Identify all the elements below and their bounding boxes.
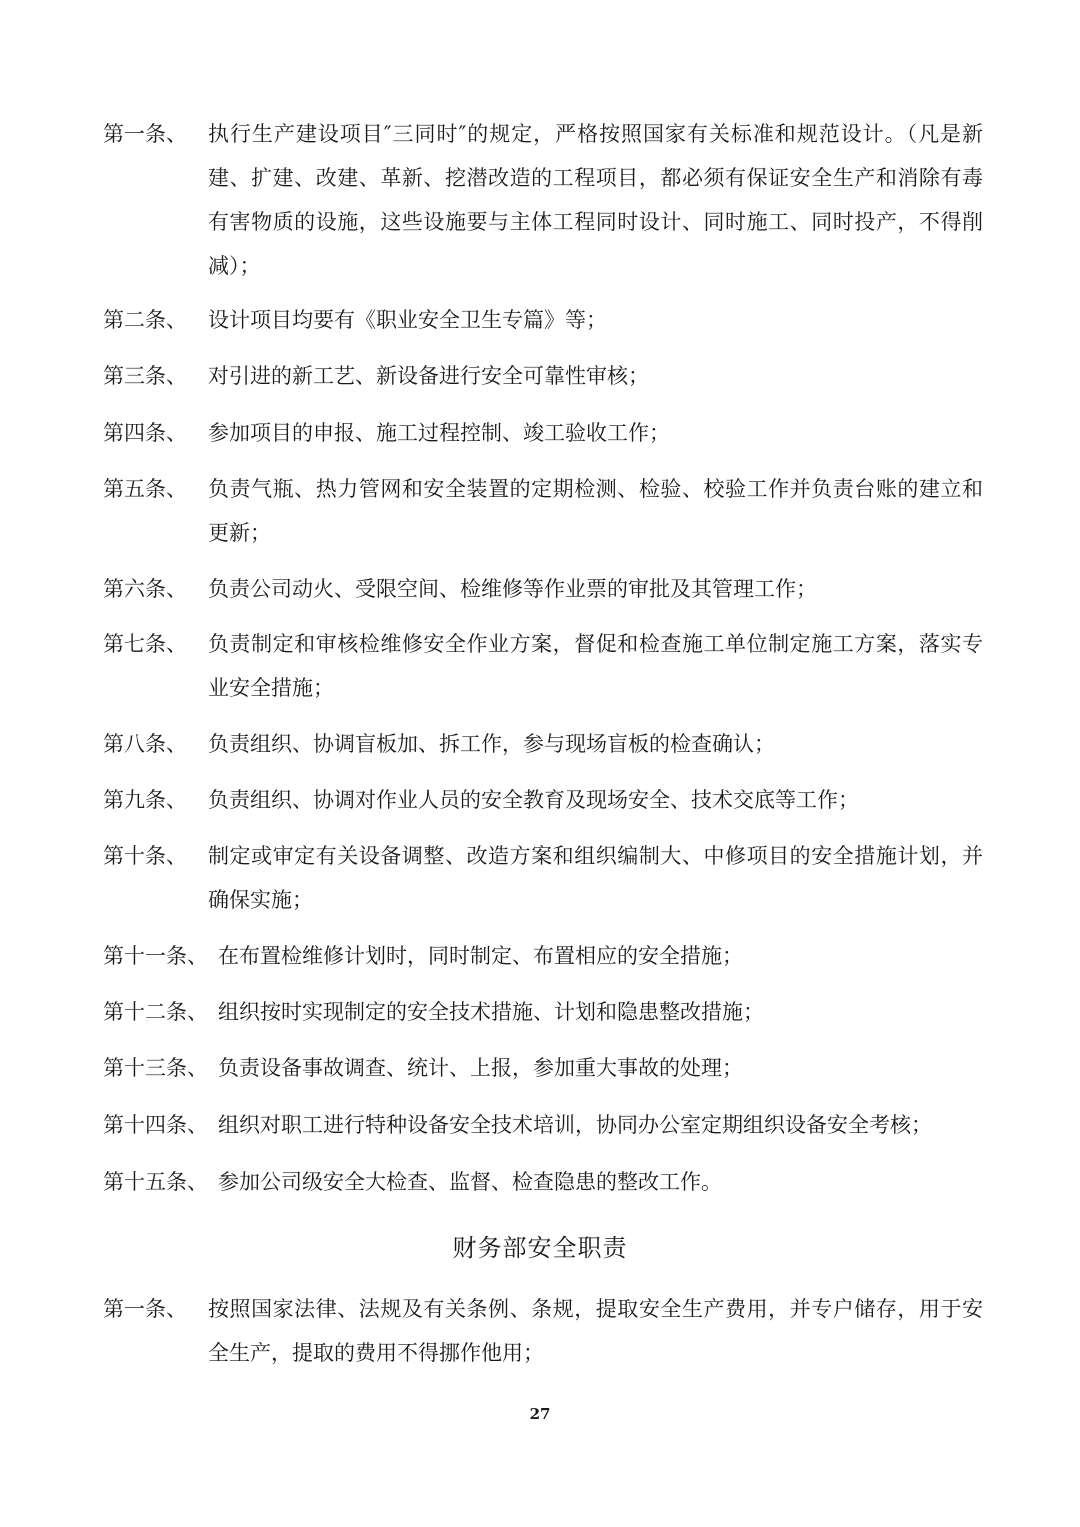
article-text: 负责气瓶、热力管网和安全装置的定期检测、检验、校验工作并负责台账的建立和更新； — [208, 477, 983, 545]
page-number: 27 — [529, 1405, 551, 1423]
article-6 — [103, 567, 983, 611]
article-number: 第七条、 — [103, 632, 187, 656]
article-number: 第八条、 — [103, 732, 187, 756]
article-text: 负责设备事故调查、统计、上报，参加重大事故的处理； — [218, 1056, 743, 1080]
article-number: 第十一条、 — [103, 944, 208, 968]
article-number: 第四条、 — [103, 421, 187, 445]
article-text: 组织按时实现制定的安全技术措施、计划和隐患整改措施； — [218, 1000, 764, 1024]
article-9 — [103, 778, 983, 822]
article-13 — [103, 1046, 983, 1090]
article-text: 对引进的新工艺、新设备进行安全可靠性审核； — [208, 364, 649, 388]
finance-article-1 — [103, 1287, 983, 1375]
article-number: 第五条、 — [103, 477, 187, 501]
article-text: 负责制定和审核检维修安全作业方案，督促和检查施工单位制定施工方案，落实专业安全措施； — [208, 632, 983, 700]
article-2 — [103, 298, 983, 342]
article-10 — [103, 834, 983, 922]
article-text: 按照国家法律、法规及有关条例、条规，提取安全生产费用，并专户储存，用于安全生产，提取的费用不得挪作他用； — [208, 1297, 983, 1365]
article-text: 参加公司级安全大检查、监督、检查隐患的整改工作。 — [218, 1170, 722, 1194]
article-15 — [103, 1160, 983, 1204]
article-number: 第十条、 — [103, 844, 187, 868]
article-text: 组织对职工进行特种设备安全技术培训，协同办公室定期组织设备安全考核； — [218, 1113, 932, 1137]
article-14 — [103, 1103, 983, 1147]
article-number: 第二条、 — [103, 308, 187, 332]
article-number: 第十二条、 — [103, 1000, 208, 1024]
article-text: 负责组织、协调对作业人员的安全教育及现场安全、技术交底等工作； — [208, 788, 859, 812]
article-text: 参加项目的申报、施工过程控制、竣工验收工作； — [208, 421, 670, 445]
article-number: 第一条、 — [103, 1297, 187, 1321]
article-1 — [103, 112, 983, 288]
article-number: 第十三条、 — [103, 1056, 208, 1080]
article-number: 第六条、 — [103, 577, 187, 601]
section-title: 财务部安全职责 — [452, 1234, 628, 1262]
article-3 — [103, 354, 983, 398]
article-8 — [103, 722, 983, 766]
article-text: 制定或审定有关设备调整、改造方案和组织编制大、中修项目的安全措施计划，并确保实施； — [208, 844, 983, 912]
article-text: 负责组织、协调盲板加、拆工作，参与现场盲板的检查确认； — [208, 732, 775, 756]
article-12 — [103, 990, 983, 1034]
article-number: 第十四条、 — [103, 1113, 208, 1137]
article-text: 负责公司动火、受限空间、检维修等作业票的审批及其管理工作； — [208, 577, 817, 601]
article-number: 第一条、 — [103, 122, 187, 146]
article-number: 第三条、 — [103, 364, 187, 388]
article-text: 设计项目均要有《职业安全卫生专篇》等； — [208, 308, 607, 332]
article-text: 执行生产建设项目″三同时″的规定，严格按照国家有关标准和规范设计。（凡是新建、扩建、改建、革新、挖潜改造的工程项目，都必须有保证安全生产和消除有毒有害物质的设施，这些设施要与主体工程同时设计、同时施工、同时投产，不得削减）； — [208, 122, 983, 278]
article-number: 第十五条、 — [103, 1170, 208, 1194]
article-11 — [103, 934, 983, 978]
article-5 — [103, 467, 983, 555]
article-text: 在布置检维修计划时，同时制定、布置相应的安全措施； — [218, 944, 743, 968]
article-7 — [103, 622, 983, 710]
article-number: 第九条、 — [103, 788, 187, 812]
article-4 — [103, 411, 983, 455]
